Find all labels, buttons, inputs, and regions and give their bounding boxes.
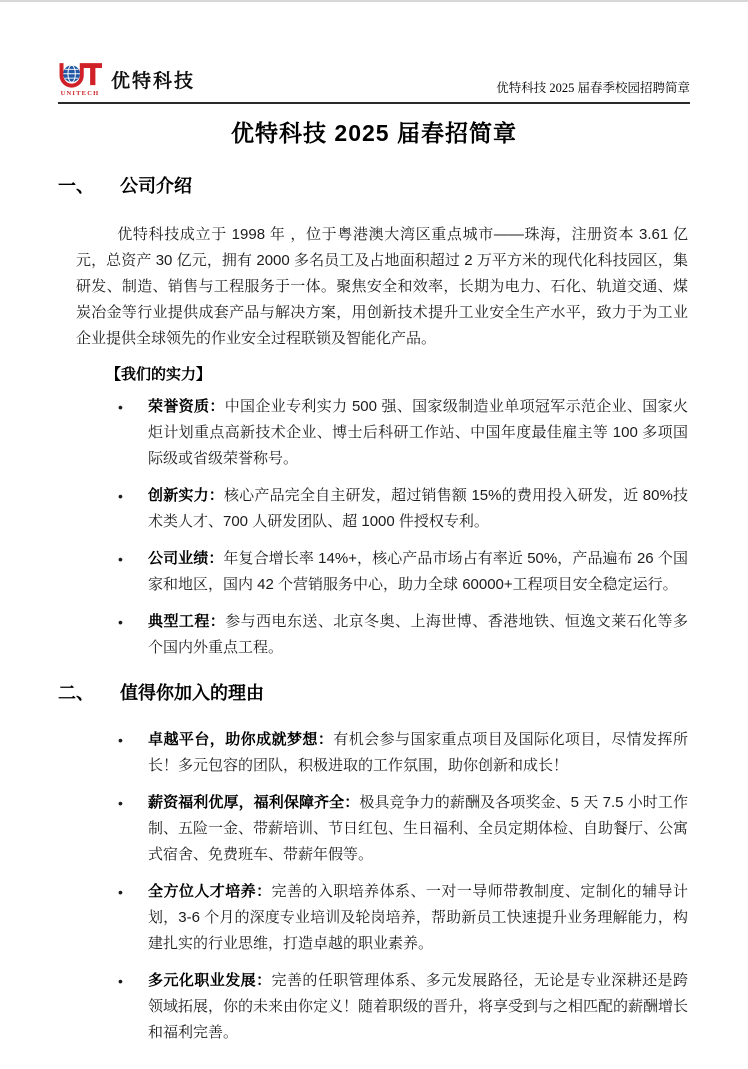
company-logo — [58, 62, 195, 97]
bullet-text: 年复合增长率 14%+，核心产品市场占有率近 50%，产品遍布 26 个国家和地区，国内 42 个营销服务中心，助力全球 60000+工程项目安全稳定运行。 — [148, 550, 688, 593]
bullet-text: 核心产品完全自主研发，超过销售额 15%的费用投入研发，近 80%技术类人才、700 人研发团队、超 1000 件授权专利。 — [148, 487, 688, 530]
bullet-label: 全方位人才培养： — [148, 883, 272, 900]
bullet-label: 荣誉资质： — [148, 398, 225, 415]
section2-title: 值得你加入的理由 — [120, 683, 264, 703]
section1-title: 公司介绍 — [120, 176, 192, 196]
bullet-text: 中国企业专利实力 500 强、国家级制造业单项冠军示范企业、国家火炬计划重点高新技术企业、博士后科研工作站、中国年度最佳雇主等 100 多项国际级或省级荣誉称号。 — [148, 398, 688, 467]
bullet-label: 典型工程： — [148, 613, 226, 630]
list-item — [76, 394, 688, 472]
globe-ut-icon — [58, 62, 102, 89]
list-item — [76, 483, 688, 535]
strengths-list — [76, 394, 688, 661]
section-company-intro — [60, 174, 688, 661]
section2-body — [76, 727, 688, 1046]
page-top-edge — [0, 0, 748, 2]
list-item — [76, 968, 688, 1046]
bullet-label: 公司业绩： — [148, 550, 224, 567]
header-doc-title: 优特科技 2025 届春季校园招聘简章 — [496, 81, 690, 95]
list-item — [76, 790, 688, 868]
bullet-label: 薪资福利优厚，福利保障齐全： — [148, 794, 360, 811]
bullet-text: 极具竞争力的薪酬及各项奖金、5 天 7.5 小时工作制、五险一金、带薪培训、节日红包、生日福利、全员定期体检、自助餐厅、公寓式宿舍、免费班车、带薪年假等。 — [148, 794, 689, 863]
list-item — [76, 879, 688, 957]
list-item — [76, 609, 688, 661]
section1-body — [76, 222, 688, 661]
list-item — [76, 546, 688, 598]
bullet-label: 多元化职业发展： — [148, 972, 272, 989]
logo-subtext: UNITECH — [60, 90, 100, 97]
section1-number: 一、 — [58, 176, 94, 196]
reasons-list — [76, 727, 688, 1046]
bullet-text: 完善的任职管理体系、多元发展路径，无论是专业深耕还是跨领域拓展，你的未来由你定义！随着职级的晋升，将享受到与之相匹配的薪酬增长和福利完善。 — [148, 972, 689, 1041]
bullet-label: 创新实力： — [148, 487, 224, 504]
bullet-text: 有机会参与国家重点项目及国际化项目，尽情发挥所长！多元包容的团队，积极进取的工作氛围，助你创新和成长！ — [148, 731, 688, 774]
section-reasons-to-join — [60, 681, 688, 1046]
section2-number: 二、 — [58, 683, 94, 703]
document-title: 优特科技 2025 届春招简章 — [231, 120, 517, 146]
logo-mark — [58, 62, 102, 97]
section2-heading — [58, 681, 688, 705]
section1-heading — [58, 174, 688, 198]
bullet-label: 卓越平台，助你成就梦想： — [148, 731, 334, 748]
company-intro-paragraph: 优特科技成立于 1998 年 ，位于粤港澳大湾区重点城市——珠海，注册资本 3.61 亿元，总资产 30 亿元，拥有 2000 多名员工及占地面积超过 2 万平方米的现代化科技园区，集研发、制造、销售与工程服务于一体。聚焦安全和效率，长期为电力、石化、轨道交通、煤炭冶金等行业提供成套产品与解决方案，用创新技术提升工业安全生产水平，致力于为工业企业提供全球领先的作业安全过程联锁及智能化产品。 — [76, 226, 688, 347]
page-header — [58, 62, 690, 104]
bullet-text: 参与西电东送、北京冬奥、上海世博、香港地铁、恒逸文莱石化等多个国内外重点工程。 — [148, 613, 688, 656]
strengths-header: 【我们的实力】 — [106, 366, 212, 383]
bullet-text: 完善的入职培养体系、一对一导师带教制度、定制化的辅导计划，3-6 个月的深度专业培训及轮岗培养，帮助新员工快速提升业务理解能力，构建扎实的行业思维，打造卓越的职业素养。 — [148, 883, 688, 952]
company-name: 优特科技 — [111, 71, 196, 92]
list-item — [76, 727, 688, 779]
